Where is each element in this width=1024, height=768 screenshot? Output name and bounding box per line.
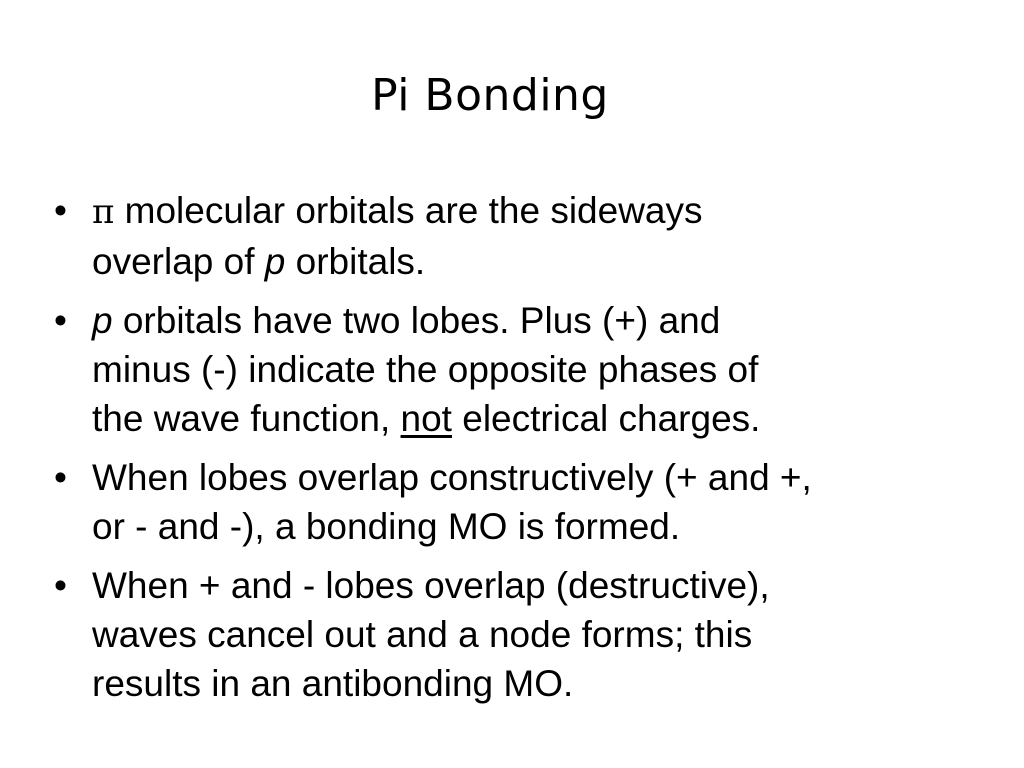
bullet-text: molecular orbitals are the sideways	[114, 190, 703, 231]
italic-p: p	[264, 241, 286, 282]
bullet-item	[52, 453, 992, 551]
bullet-item	[52, 186, 992, 286]
bullet-line: When lobes overlap constructively (+ and +,	[92, 457, 812, 498]
bullet-line	[92, 394, 992, 443]
pi-symbol: π	[92, 192, 115, 232]
bullet-line	[92, 237, 992, 286]
bullet-item	[52, 561, 992, 708]
bullet-line: When + and - lobes overlap (destructive),	[92, 565, 770, 606]
slide-title: Pi Bonding	[371, 70, 609, 121]
italic-p: p	[92, 300, 113, 341]
bullet-text: the wave function,	[92, 398, 401, 439]
bullet-line: waves cancel out and a node forms; this	[92, 614, 753, 655]
bullet-text: orbitals.	[285, 241, 426, 282]
bullet-line	[92, 186, 992, 237]
bullet-line: or - and -), a bonding MO is formed.	[92, 506, 681, 547]
bullet-line: minus (-) indicate the opposite phases of	[92, 349, 759, 390]
bullet-marker: •	[54, 565, 67, 606]
bullet-text: electrical charges.	[451, 398, 761, 439]
bullet-marker: •	[54, 457, 67, 498]
bullet-marker: •	[54, 300, 67, 341]
bullet-line	[92, 296, 992, 345]
bullet-line: results in an antibonding MO.	[92, 663, 574, 704]
bullet-item	[52, 296, 992, 443]
underlined-not: not	[400, 398, 452, 439]
bullet-list	[52, 186, 992, 718]
bullet-text: overlap of	[92, 241, 265, 282]
bullet-text: orbitals have two lobes. Plus (+) and	[112, 300, 721, 341]
bullet-marker: •	[54, 190, 67, 231]
